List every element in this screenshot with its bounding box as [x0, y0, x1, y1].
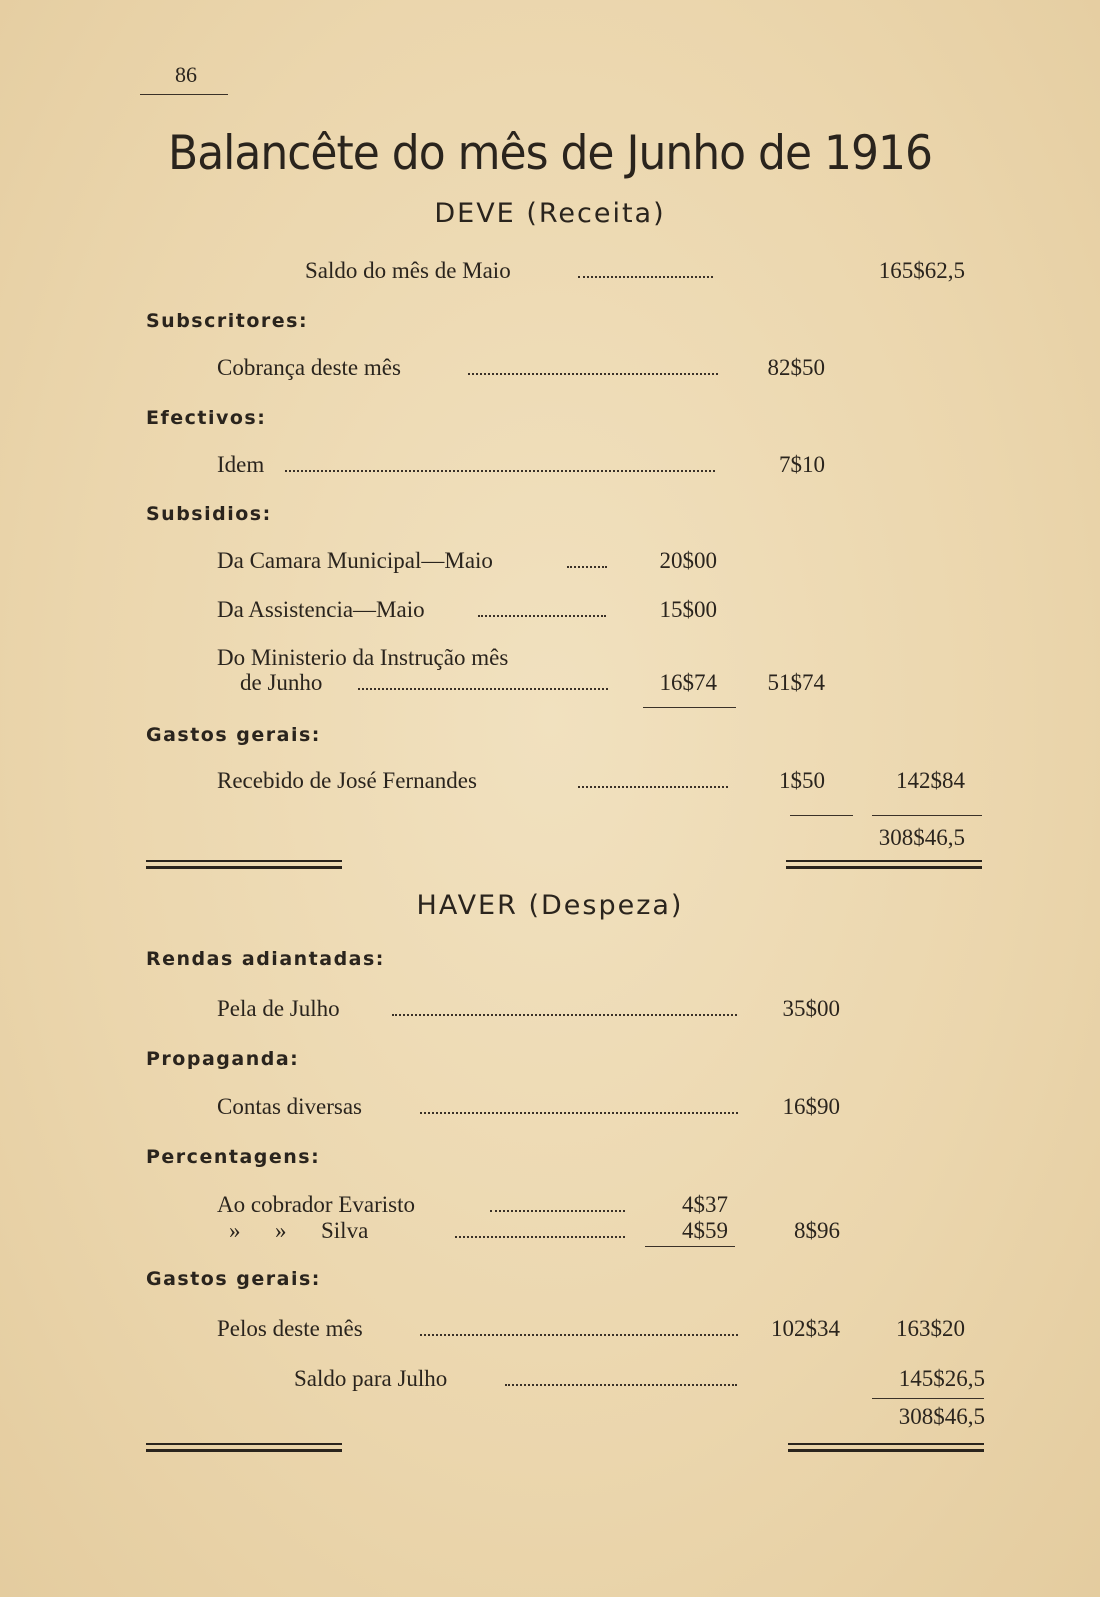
haver-subtotal: 163$20 [896, 1316, 965, 1341]
subsidio-value: 15$00 [659, 597, 717, 622]
haver-grand-total: 308$46,5 [898, 1404, 985, 1429]
gastos-gerais-item: Recebido de José Fernandes [217, 768, 477, 793]
rendas-item: Pela de Julho [217, 996, 340, 1021]
leader-dots [578, 786, 728, 788]
sum-rule [872, 1398, 984, 1399]
saldo-anterior-label: Saldo do mês de Maio [305, 258, 511, 283]
double-rule [788, 1443, 984, 1452]
subsidio-value: 16$74 [659, 670, 717, 695]
leader-dots [455, 1236, 625, 1238]
subsidio-item: Da Assistencia—Maio [217, 597, 425, 622]
double-rule [146, 860, 342, 869]
leader-dots [468, 373, 718, 375]
leader-dots [358, 688, 608, 690]
propaganda-value: 16$90 [782, 1094, 840, 1119]
rendas-label: Rendas adiantadas: [146, 948, 385, 970]
leader-dots [420, 1334, 738, 1336]
leader-dots [578, 276, 713, 278]
leader-dots [567, 566, 607, 568]
percentagem-item: » » Silva [229, 1218, 369, 1243]
gastos-gerais-value: 1$50 [779, 768, 825, 793]
subsidios-subtotal: 51$74 [767, 670, 825, 695]
efectivos-item: Idem [217, 452, 265, 477]
saldo-julho-total: 145$26,5 [898, 1366, 985, 1391]
sum-rule [872, 815, 982, 816]
propaganda-label: Propaganda: [146, 1048, 300, 1070]
deve-subtotal: 142$84 [896, 768, 965, 793]
gastos-gerais-label: Gastos gerais: [146, 724, 321, 746]
leader-dots [285, 470, 715, 472]
subtotal-rule [645, 1246, 735, 1247]
subsidios-label: Subsidios: [146, 503, 272, 525]
saldo-anterior-total: 165$62,5 [878, 258, 965, 283]
percentagem-value: 4$59 [682, 1218, 728, 1243]
deve-grand-total: 308$46,5 [878, 825, 965, 850]
subscritores-label: Subscritores: [146, 310, 309, 332]
subscritores-value: 82$50 [767, 355, 825, 380]
propaganda-item: Contas diversas [217, 1094, 363, 1119]
subsidio-item: Da Camara Municipal—Maio [217, 548, 493, 573]
subsidio-value: 20$00 [659, 548, 717, 573]
deve-heading: DEVE (Receita) [434, 198, 666, 229]
subtotal-rule [643, 707, 736, 708]
leader-dots [420, 1112, 738, 1114]
double-rule [146, 1443, 342, 1452]
subsidio-item-continued: de Junho [240, 670, 323, 695]
leader-dots [490, 1210, 625, 1212]
haver-heading: HAVER (Despeza) [416, 890, 684, 921]
page-number-rule [140, 94, 228, 95]
gastos-gerais-label: Gastos gerais: [146, 1268, 321, 1290]
percentagem-item: Ao cobrador Evaristo [217, 1192, 415, 1217]
leader-dots [478, 615, 606, 617]
leader-dots [505, 1384, 737, 1386]
sum-rule [790, 815, 853, 816]
percentagens-label: Percentagens: [146, 1146, 321, 1168]
percentagem-value: 4$37 [682, 1192, 728, 1217]
double-rule [786, 860, 982, 869]
leader-dots [392, 1014, 737, 1016]
subscritores-item: Cobrança deste mês [217, 355, 401, 380]
efectivos-value: 7$10 [779, 452, 825, 477]
page-title: Balancête do mês de Junho de 1916 [168, 125, 932, 182]
saldo-julho-label: Saldo para Julho [294, 1366, 448, 1391]
gastos-gerais-item: Pelos deste mês [217, 1316, 363, 1341]
rendas-value: 35$00 [782, 996, 840, 1021]
efectivos-label: Efectivos: [146, 407, 267, 429]
page-number: 86 [175, 62, 197, 87]
percentagens-subtotal: 8$96 [794, 1218, 840, 1243]
gastos-gerais-value: 102$34 [771, 1316, 840, 1341]
subsidio-item: Do Ministerio da Instrução mês [217, 645, 509, 670]
